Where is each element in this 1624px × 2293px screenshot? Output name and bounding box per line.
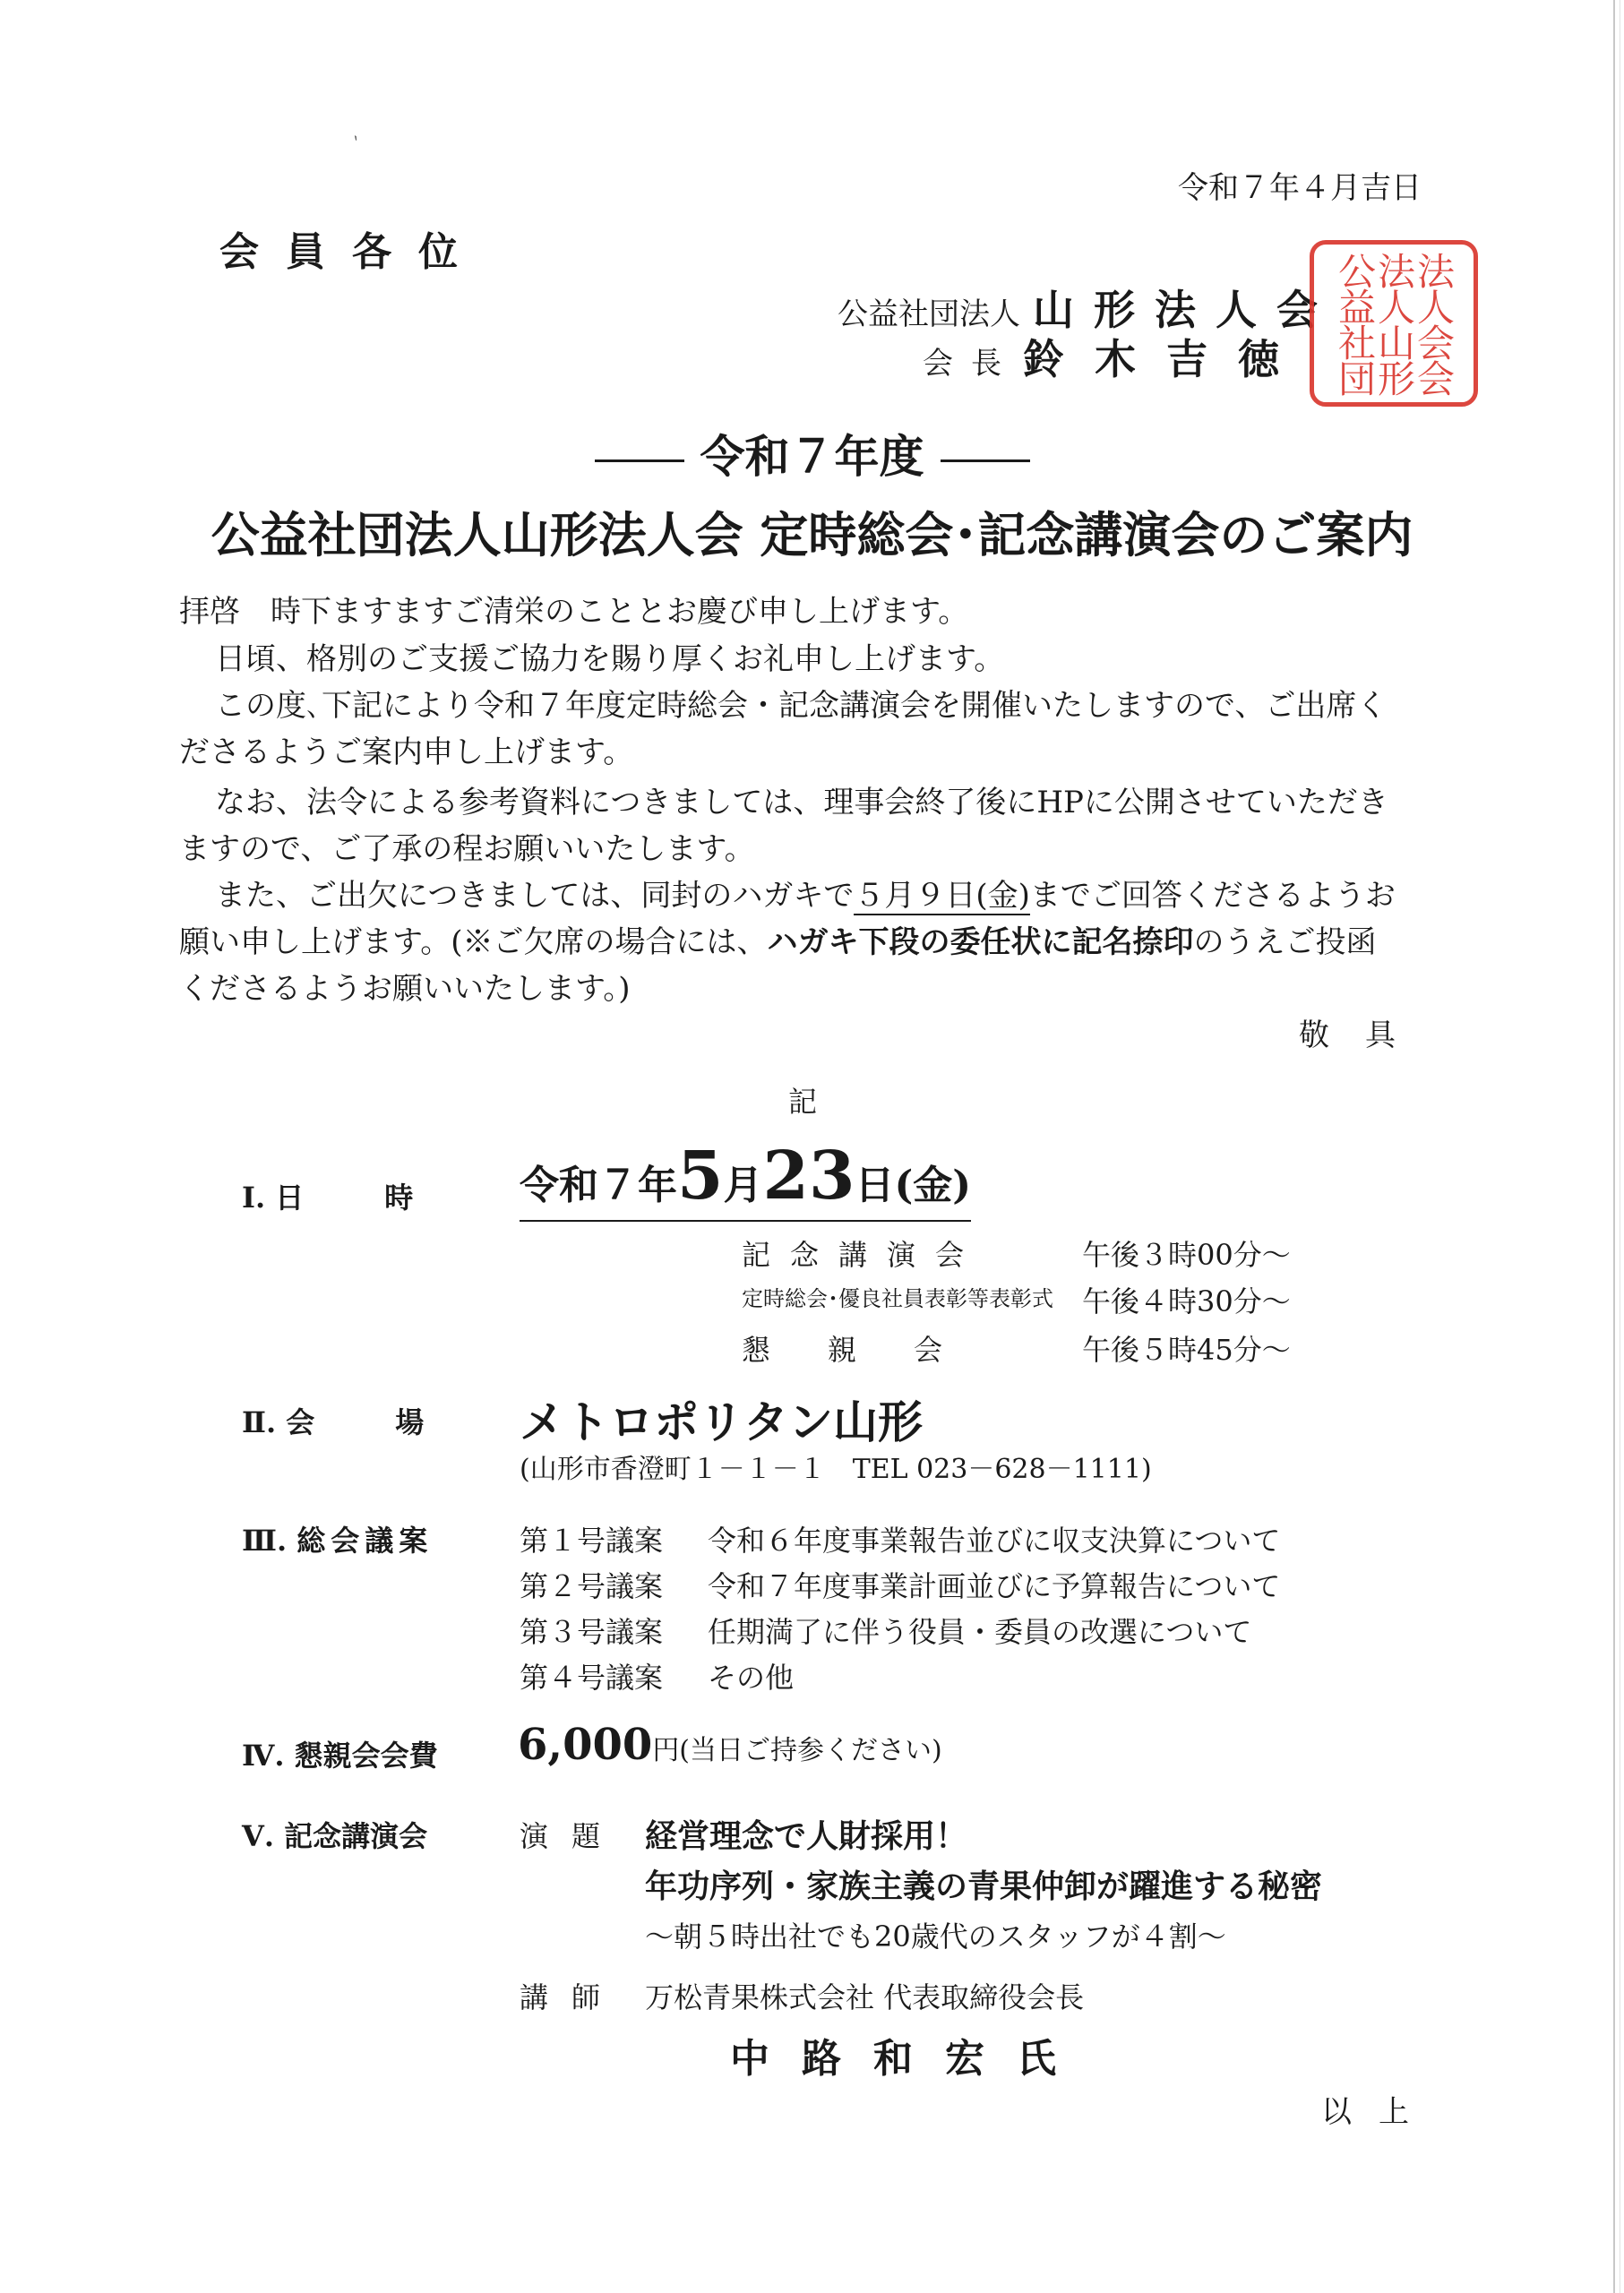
section-1-title: 日時 (275, 1181, 494, 1215)
date-prefix: 令和７年 (520, 1163, 677, 1208)
president-line (923, 327, 1310, 386)
scan-speck: ` (342, 133, 363, 159)
seal-text: 公益社団 (1333, 252, 1377, 395)
lecture-subtitle: ～朝５時出社でも20歳代のスタッフが４割～ (645, 1919, 1226, 1954)
date-month-unit: 月 (723, 1163, 763, 1208)
section-1-label (242, 1175, 494, 1216)
date-day: 23 (762, 1138, 855, 1215)
section-5-label (242, 1814, 427, 1855)
agenda-number: 第４号議案 (520, 1661, 664, 1695)
section-5-title: 記念講演会 (284, 1819, 428, 1853)
section-4-label (242, 1733, 438, 1774)
agenda-number: 第３号議案 (520, 1615, 664, 1649)
p5b-pre: 願い申し上げます。(※ご欠席の場合には、 (179, 924, 768, 960)
section-4-title: 懇親会会費 (294, 1739, 438, 1773)
agenda-text: 令和６年度事業報告並びに収支決算について (708, 1524, 1281, 1558)
section-3-label (242, 1518, 433, 1559)
schedule-item-time: 午後４時30分～ (1082, 1284, 1291, 1318)
agenda-text: 令和７年度事業計画並びに予算報告について (708, 1569, 1281, 1603)
schedule-item-name: 懇親会 (742, 1333, 1001, 1367)
scan-edge-line (1613, 0, 1615, 2293)
schedule-item-time: 午後３時00分～ (1082, 1238, 1291, 1272)
title-dash-left (595, 459, 684, 462)
title-dash-right (941, 459, 1030, 462)
reply-deadline: ５月９日(金) (854, 878, 1030, 914)
fee-unit: 円(当日ご持参ください) (652, 1735, 942, 1766)
agenda-text: その他 (708, 1661, 795, 1695)
year-heading (0, 421, 1624, 485)
official-seal-stamp (1310, 240, 1478, 407)
body-paragraph-3-line-1: この度､下記により令和７年度定時総会・記念講演会を開催いたしますので、ご出席く (215, 688, 1388, 724)
agenda-number: 第２号議案 (520, 1569, 664, 1603)
closing-ijou: 以上 (1321, 2094, 1436, 2130)
issue-date: 令和７年４月吉日 (1178, 170, 1422, 206)
body-paragraph-1: 拝啓 時下ますますご清栄のこととお慶び申し上げます。 (179, 594, 969, 630)
seal-text-col2: 法人山形 (1372, 252, 1416, 395)
section-4-num: Ⅳ. (242, 1739, 285, 1773)
ki-marker: 記 (788, 1085, 818, 1119)
section-2-title: 会場 (286, 1405, 505, 1439)
body-paragraph-5-line-3: くださるようお願いいたします。) (179, 971, 631, 1007)
schedule-item-time: 午後５時45分～ (1082, 1333, 1291, 1367)
event-date (520, 1138, 971, 1222)
year-heading-text: 令和７年度 (700, 430, 924, 483)
body-paragraph-4-line-2: ますので、ご了承の程お願いいたします。 (179, 831, 755, 867)
seal-text-col3: 法人会会 (1412, 252, 1456, 395)
body-paragraph-5-line-1 (215, 871, 1396, 915)
venue-name: メトロポリタン山形 (520, 1396, 923, 1448)
agenda-number: 第１号議案 (520, 1524, 664, 1558)
date-day-unit: 日(金) (855, 1163, 972, 1208)
president-name: 鈴木吉徳 (1023, 335, 1310, 383)
main-title: 公益社団法人山形法人会 定時総会･記念講演会のご案内 (211, 506, 1413, 563)
agenda-text: 任期満了に伴う役員・委員の改選について (708, 1615, 1252, 1649)
lecturer-title: 万松青果株式会社 代表取締役会長 (645, 1980, 1085, 2014)
closing-keigu: 敬具 (1299, 1018, 1431, 1053)
org-name: 山形法人会 (1033, 286, 1337, 334)
president-title: 会長 (923, 346, 1019, 382)
section-2-num: Ⅱ. (242, 1405, 277, 1439)
body-paragraph-4-line-1: なお、法令による参考資料につきましては、理事会終了後にHPに公開させていただき (215, 785, 1388, 820)
section-5-num: Ⅴ. (242, 1819, 274, 1853)
agenda-item (520, 1564, 1280, 1605)
p5b-post: のうえご投函 (1193, 924, 1377, 960)
body-paragraph-5-line-2 (179, 917, 1377, 961)
schedule-item-name: 記念講演会 (742, 1238, 984, 1272)
schedule-item-name: 定時総会･優良社員表彰等表彰式 (742, 1286, 1053, 1311)
body-paragraph-3-line-2: ださるようご案内申し上げます。 (179, 734, 634, 770)
body-paragraph-2: 日頃、格別のご支援ご協力を賜り厚くお礼申し上げます。 (215, 641, 1005, 677)
lecturer-name: 中路和宏氏 (730, 2036, 1088, 2082)
addressee: 会員各位 (219, 229, 485, 275)
proxy-note: ハガキ下段の委任状に記名捺印 (767, 924, 1194, 960)
org-prefix: 公益社団法人 (838, 296, 1020, 332)
date-month: 5 (677, 1138, 724, 1215)
p5-post: までご回答くださるようお (1029, 878, 1396, 914)
theme-label: 演題 (520, 1819, 624, 1853)
section-3-title: 総会議案 (296, 1524, 434, 1558)
lecturer-label: 講師 (520, 1980, 624, 2014)
fee-amount: 6,000 (518, 1720, 653, 1770)
section-1-num: Ⅰ. (242, 1181, 266, 1215)
section-3-num: Ⅲ. (242, 1524, 288, 1558)
lecture-theme-line-2: 年功序列・家族主義の青果仲卸が躍進する秘密 (645, 1868, 1323, 1905)
party-fee (518, 1720, 942, 1770)
p5-pre: また、ご出欠につきましては、同封のハガキで (215, 878, 855, 914)
agenda-item (520, 1610, 1251, 1651)
venue-address: (山形市香澄町１－１－１ TEL 023－628－1111) (520, 1454, 1152, 1485)
lecture-theme-line-1: 経営理念で人財採用！ (645, 1817, 968, 1855)
agenda-item (520, 1518, 1280, 1559)
agenda-item (520, 1655, 794, 1696)
section-2-label (242, 1400, 504, 1441)
